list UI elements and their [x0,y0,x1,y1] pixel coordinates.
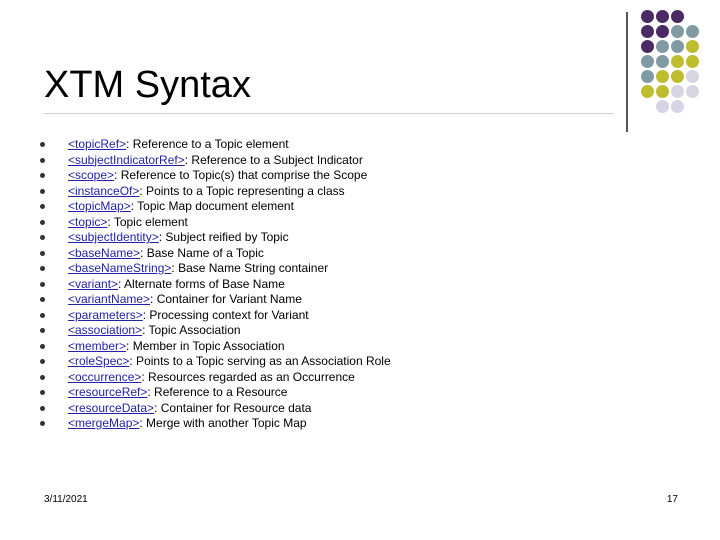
decorative-dot [686,85,699,98]
element-description: : Reference to Topic(s) that comprise the Scope [114,168,368,182]
element-tag-link[interactable]: <parameters> [68,307,143,322]
bullet-icon [40,173,45,178]
decorative-dot [656,85,669,98]
element-tag-link[interactable]: <subjectIdentity> [68,230,159,244]
bullet-icon [40,328,45,333]
bullet-icon [40,390,45,395]
decorative-dot [656,55,669,68]
list-item [40,153,391,169]
element-description: : Merge with another Topic Map [139,416,307,430]
bullet-icon [40,235,45,240]
element-tag-link[interactable]: <variant> [68,276,119,291]
element-description: : Base Name of a Topic [140,245,264,260]
list-item [40,199,391,215]
decorative-dot [671,70,684,83]
title-divider [44,113,614,114]
bullet-icon [40,266,45,271]
decorative-vertical-line [626,12,628,132]
bullet-icon [40,375,45,380]
decorative-dot [671,40,684,53]
bullet-icon [40,421,45,426]
slide-title: XTM Syntax [44,64,251,106]
bullet-icon [40,142,45,147]
list-item [40,339,391,355]
decorative-dot-grid [641,10,700,114]
element-description: : Member in Topic Association [126,338,285,353]
decorative-dot [641,55,654,68]
decorative-dot [671,85,684,98]
element-tag-link[interactable]: <scope> [68,168,115,182]
decorative-dot [686,70,699,83]
decorative-dot [671,100,684,113]
decorative-dot [671,10,684,23]
element-description: : Container for Variant Name [150,292,302,306]
list-item [40,277,391,293]
decorative-dot [671,55,684,68]
slide-date: 3/11/2021 [44,494,88,505]
element-tag-link[interactable]: <subjectIndicatorRef> [68,152,185,167]
element-tag-link[interactable]: <baseNameString> [68,261,172,275]
decorative-dot [656,100,669,113]
decorative-dot [686,10,699,23]
bullet-icon [40,406,45,411]
element-tag-link[interactable]: <association> [68,323,143,337]
list-item [40,401,391,417]
element-description: : Reference to a Topic element [126,137,289,151]
bullet-icon [40,204,45,209]
bullet-icon [40,297,45,302]
page-number: 17 [666,494,678,505]
list-item [40,137,391,153]
element-tag-link[interactable]: <variantName> [68,292,151,306]
element-tag-link[interactable]: <topic> [68,214,108,229]
element-tag-link[interactable]: <topicMap> [68,199,131,213]
element-description: : Reference to a Subject Indicator [184,152,363,167]
decorative-dot [641,10,654,23]
decorative-dot [656,40,669,53]
bullet-icon [40,282,45,287]
bullet-icon [40,220,45,225]
list-item [40,215,391,231]
list-item [40,308,391,324]
list-item [40,292,391,308]
list-item [40,230,391,246]
element-description: : Processing context for Variant [142,307,309,322]
element-tag-link[interactable]: <instanceOf> [68,183,140,198]
list-item [40,246,391,262]
element-description: : Points to a Topic representing a class [139,183,345,198]
element-description: : Topic Association [142,323,241,337]
decorative-dot [686,100,699,113]
bullet-icon [40,359,45,364]
decorative-dot [656,25,669,38]
element-tag-link[interactable]: <roleSpec> [68,354,130,368]
element-tag-link[interactable]: <member> [68,338,127,353]
bullet-icon [40,158,45,163]
decorative-dot [641,40,654,53]
element-tag-link[interactable]: <resourceRef> [68,385,148,399]
element-tag-link[interactable]: <baseName> [68,245,141,260]
element-list [40,137,391,432]
element-description: : Points to a Topic serving as an Association Role [129,354,391,368]
list-item [40,370,391,386]
decorative-dot [686,25,699,38]
decorative-dot [686,55,699,68]
decorative-dot [671,25,684,38]
element-tag-link[interactable]: <resourceData> [68,400,155,415]
element-description: : Topic element [107,214,188,229]
decorative-dot [686,40,699,53]
element-description: : Base Name String container [171,261,329,275]
element-description: : Topic Map document element [130,199,294,213]
element-tag-link[interactable]: <occurrence> [68,369,142,384]
list-item [40,354,391,370]
decorative-dot [656,10,669,23]
list-item [40,416,391,432]
decorative-dot [641,70,654,83]
bullet-icon [40,251,45,256]
element-description: : Resources regarded as an Occurrence [141,369,355,384]
decorative-dot [656,70,669,83]
element-description: : Alternate forms of Base Name [118,276,285,291]
decorative-dot [641,100,654,113]
bullet-icon [40,344,45,349]
list-item [40,385,391,401]
decorative-dot [641,25,654,38]
bullet-icon [40,189,45,194]
element-tag-link[interactable]: <mergeMap> [68,416,140,430]
element-tag-link[interactable]: <topicRef> [68,137,127,151]
decorative-dot [641,85,654,98]
list-item [40,261,391,277]
element-description: : Reference to a Resource [147,385,288,399]
list-item [40,323,391,339]
element-description: : Subject reified by Topic [158,230,289,244]
list-item [40,168,391,184]
element-description: : Container for Resource data [154,400,312,415]
list-item [40,184,391,200]
bullet-icon [40,313,45,318]
